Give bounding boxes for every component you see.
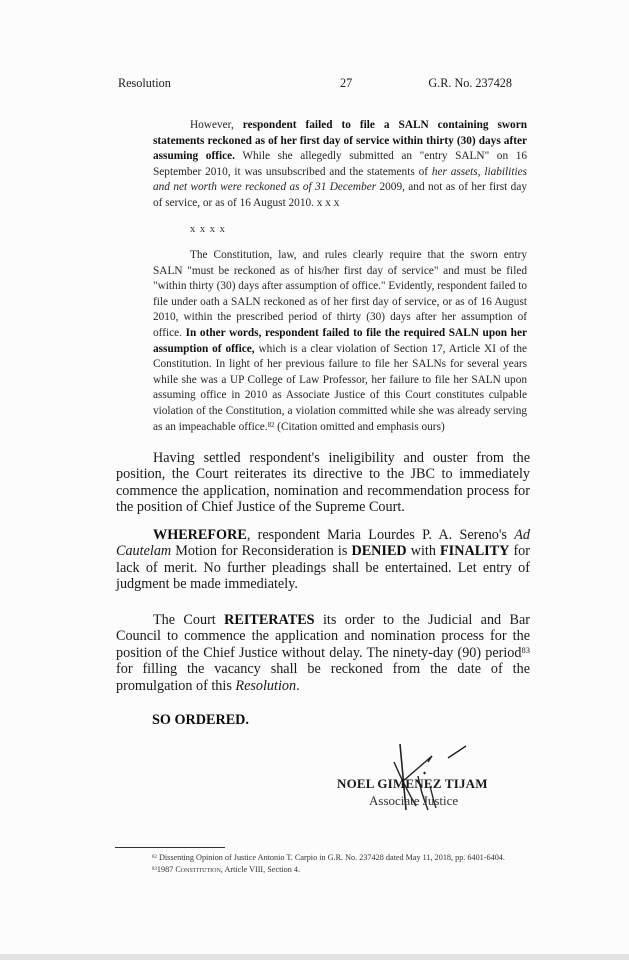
paragraph-text: Having settled respondent's ineligibility and ouster from the position, the Court reiterates its directive to the JBC to immediately commence the application, nomination and recommendation process for the position of Chief Justice of the Supreme Court. (116, 450, 530, 516)
paragraph-text-span: with (406, 543, 441, 560)
signature-block (337, 776, 507, 808)
footnote-83 (115, 864, 530, 876)
block-quote-2 (153, 248, 527, 435)
paragraph-jbc-directive (116, 450, 530, 516)
signatory-name: NOEL GIMENEZ TIJAM (337, 776, 488, 791)
footnote-text: 1987 (156, 865, 176, 874)
block-quote-1 (153, 118, 527, 212)
paragraph-text-span: The Court (153, 612, 225, 628)
so-ordered: SO ORDERED. (152, 712, 249, 728)
paragraph-wherefore (116, 527, 530, 593)
quote-text: However, (190, 119, 243, 131)
case-number: G.R. No. 237428 (428, 76, 512, 90)
paragraph-text-span: , respondent Maria Lourdes P. A. Sereno's (246, 527, 515, 543)
finality-keyword: FINALITY (440, 543, 510, 560)
paragraph-text (116, 612, 530, 694)
quote-paragraph (153, 118, 527, 212)
reiterates-keyword: REITERATES (224, 612, 315, 628)
paragraph-text-span: for filling the vacancy shall be reckoned from the date of the promulgation of this (116, 661, 530, 694)
quote-text: (Citation omitted and emphasis ours) (274, 420, 445, 433)
footnote-smallcaps: Constitution (175, 865, 221, 874)
footnote-ref-82[interactable]: 82 (267, 421, 275, 429)
quote-text: The Constitution, law, and rules clearly require that the sworn entry SALN "must be reckoned as of his/her first day of service" and must be filed "within thirty (30) days after assumption of office." Evidently, respondent failed to file under oath a SALN reckoned as of her first day of service, or as of 16 August 2010, within the prescribed period of thirty (30) days after her assumption of office. (153, 249, 527, 339)
quote-text: 2009, and not as of her first day of service, or as of 16 August 2010. x x x (153, 181, 527, 209)
paragraph-text (116, 527, 530, 593)
omission-marker: x x x x (190, 224, 226, 235)
footnote-number: 82 (152, 854, 157, 860)
page-header (118, 76, 512, 92)
quote-emphasis: In other words, respondent failed to file the required SALN upon her assumption of office, (153, 326, 527, 355)
footnote-text: , Article VIII, Section 4. (220, 865, 301, 874)
footnote-82 (115, 852, 530, 864)
quote-italic: her assets, liabilities and net worth were reckoned as of 31 December (153, 165, 528, 194)
header-doc-type: Resolution (118, 76, 171, 90)
paragraph-text-span: for lack of merit. No further pleadings shall be entertained. Let entry of judgment be made immediately. (116, 543, 530, 593)
paragraph-reiterates (116, 612, 530, 694)
quote-text: which is a clear violation of Section 17, Article XI of the Constitution. In light of her previous failure to file her SALNs for several years while she was a UP College of Law Professor, her failure to file her SALN upon assuming office in 2010 as Associate Justice of this Court constitutes culpable violation of the Constitution, a violation committed while she was already serving as an impeachable office. (153, 342, 527, 433)
quote-paragraph (153, 248, 527, 435)
denied-keyword: DENIED (351, 543, 407, 560)
ad-cautelam-italic: Ad Cautelam (116, 527, 530, 560)
footnote-text: Dissenting Opinion of Justice Antonio T. Carpio in G.R. No. 237428 dated May 11, 2018, pp. 6401-6404. (156, 853, 505, 862)
signatory-title: Associate Justice (369, 793, 459, 808)
paragraph-text-span: Motion for Reconsideration is (171, 543, 352, 560)
viewer-bottom-edge (0, 954, 629, 960)
page-number: 27 (340, 76, 353, 90)
footnote-ref-83[interactable]: 83 (521, 644, 530, 655)
quote-text: While she allegedly submitted an "entry SALN" on 16 September 2010, it was unsubscribed and the statements of (153, 150, 527, 178)
footnotes (115, 852, 530, 876)
resolution-italic: Resolution (235, 677, 297, 694)
quote-emphasis: respondent failed to file a SALN containing sworn statements reckoned as of her first day of service within thirty (30) days after assuming office. (153, 119, 527, 163)
paragraph-text-span: . (296, 677, 300, 694)
paragraph-text-span: its order to the Judicial and Bar Council to commence the application and nomination process for the position of the Chief Justice without delay. The ninety-day (90) period (116, 612, 531, 661)
footnote-divider (115, 847, 225, 848)
wherefore-keyword: WHEREFORE (153, 527, 247, 543)
footnote-number: 83 (152, 866, 157, 872)
